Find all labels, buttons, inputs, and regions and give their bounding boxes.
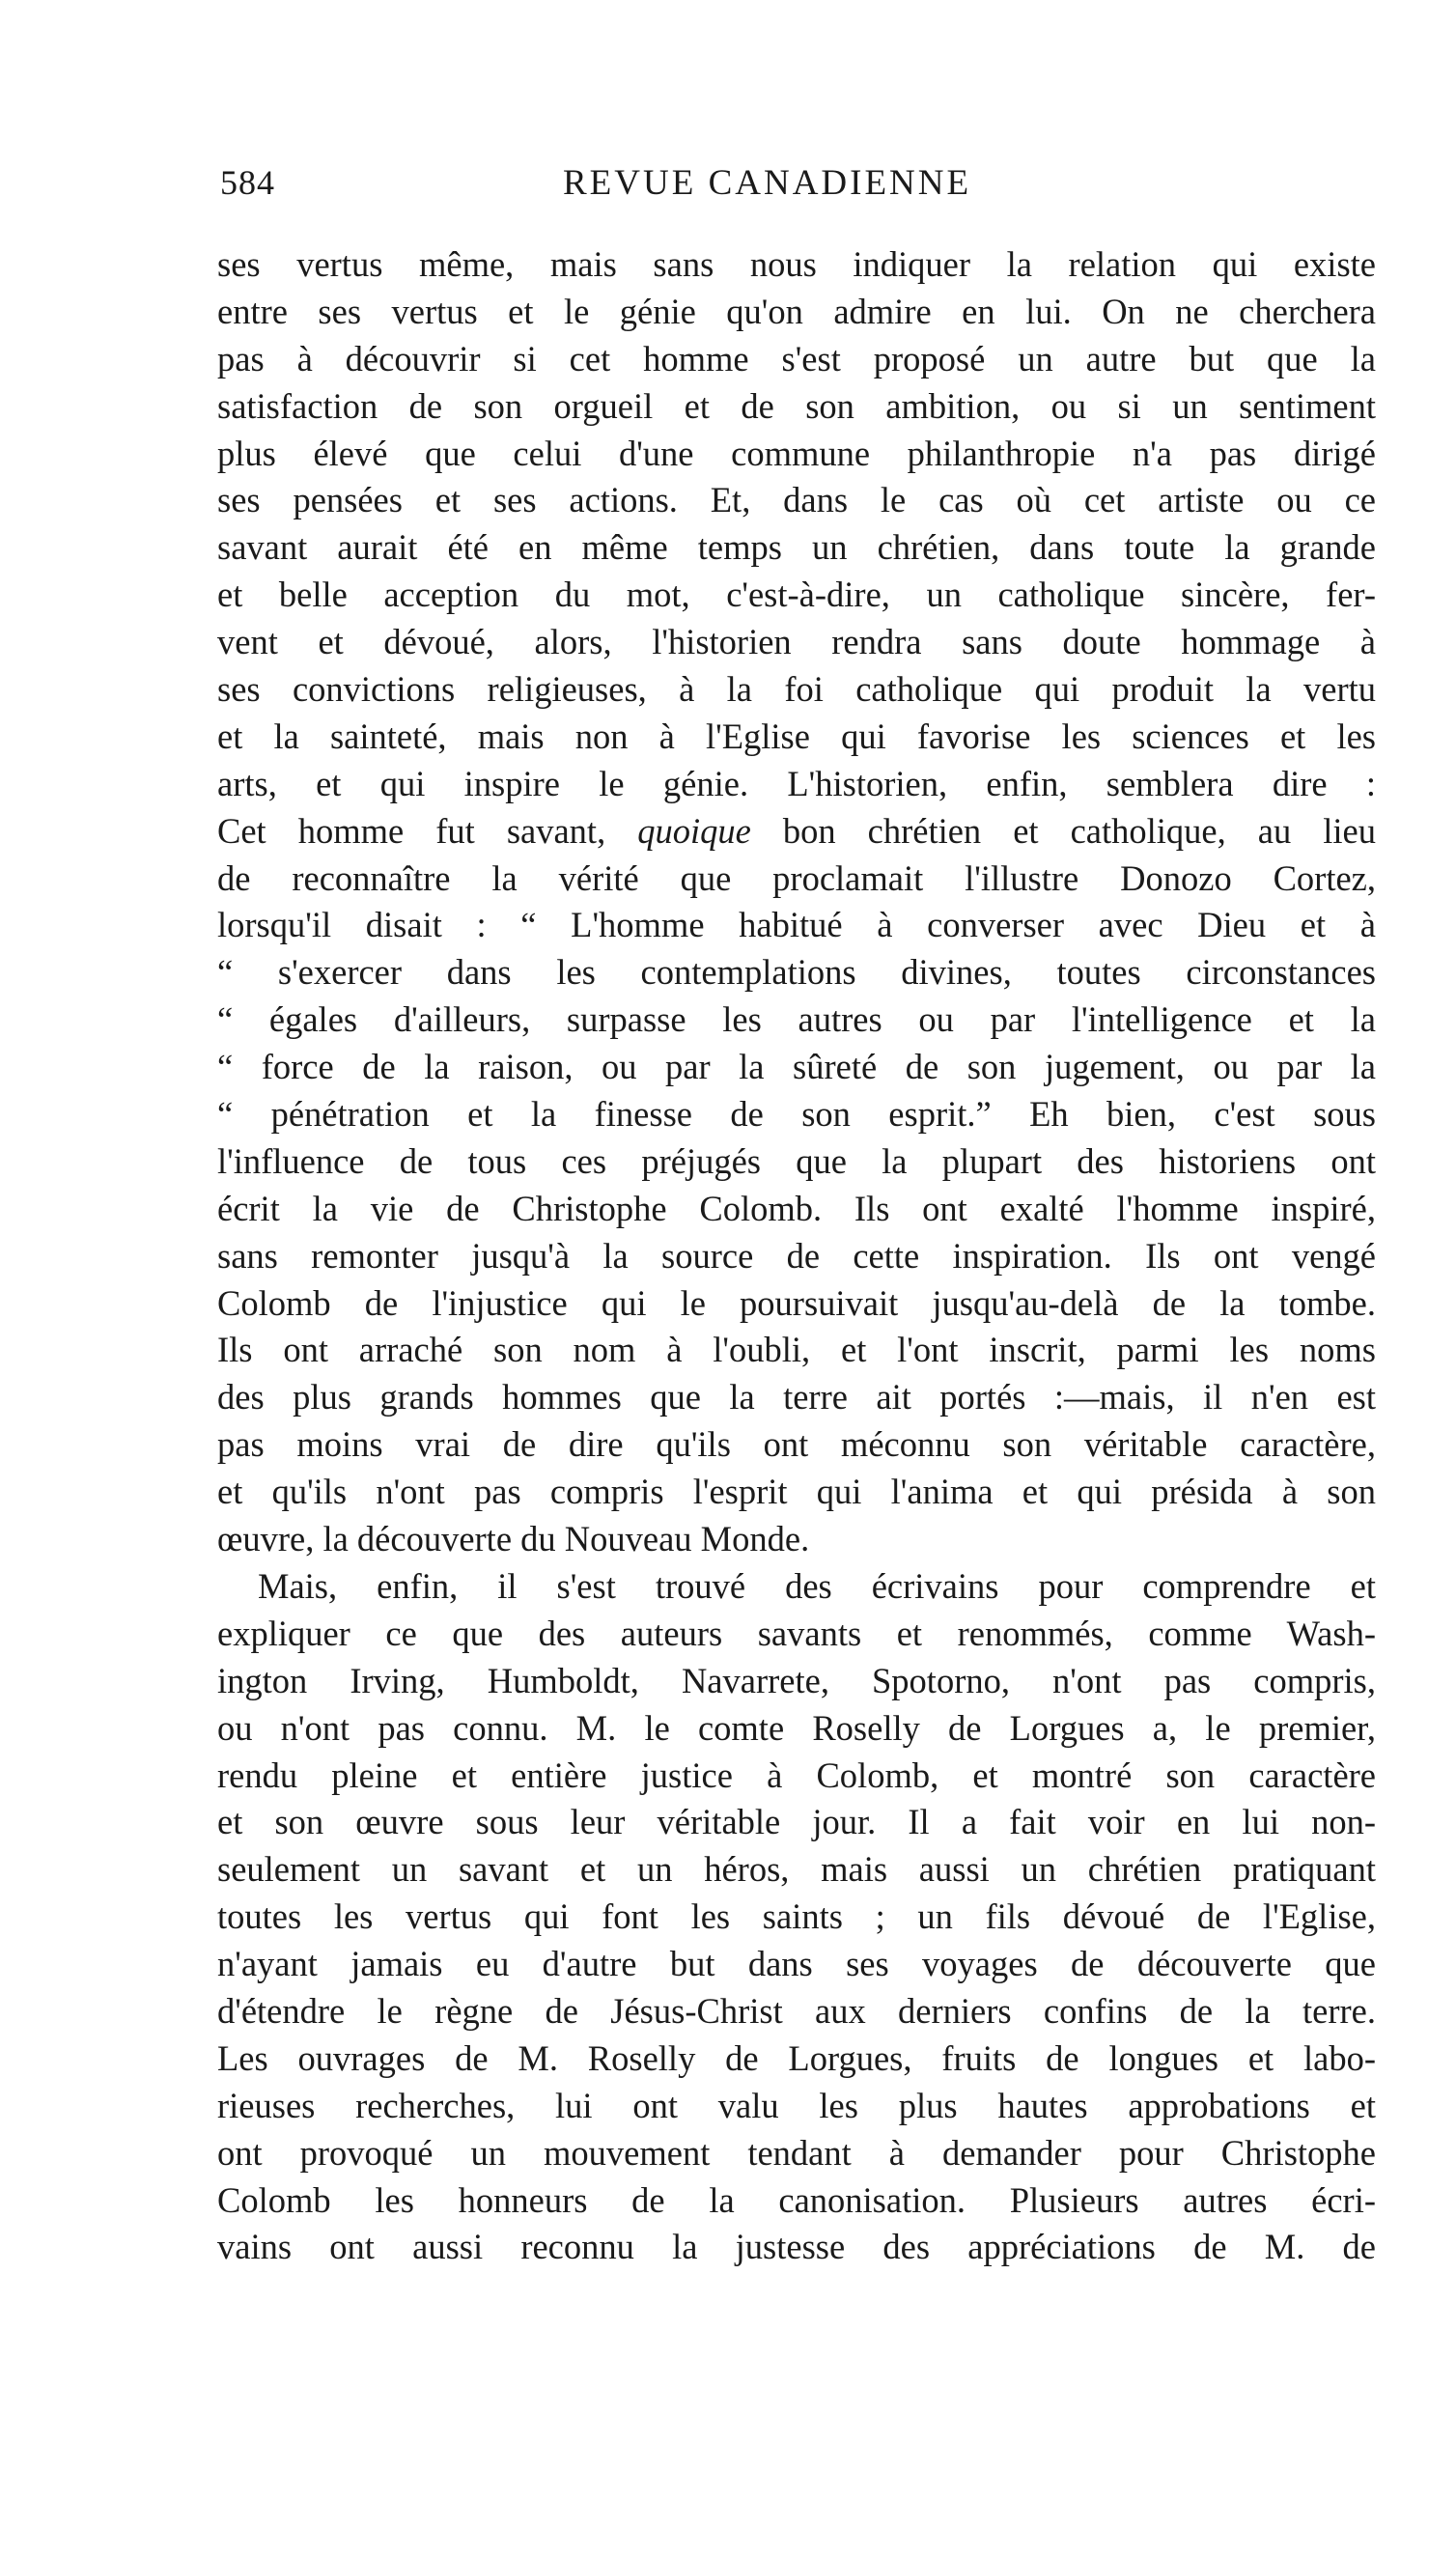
- text-line: savant aurait été en même temps un chrétien, dans toute la grande: [217, 527, 1376, 568]
- text-line: entre ses vertus et le génie qu'on admire en lui. On ne cherchera: [217, 291, 1376, 331]
- text-line: Colomb de l'injustice qui le poursuivait jusqu'au-delà de la tombe.: [217, 1282, 1376, 1323]
- text-line: “ pénétration et la finesse de son esprit.” Eh bien, c'est sous: [217, 1094, 1376, 1135]
- text-line: vent et dévoué, alors, l'historien rendra sans doute hommage à: [217, 622, 1376, 662]
- text-line: lorsqu'il disait : “ L'homme habitué à converser avec Dieu et à: [217, 905, 1376, 945]
- text-line: n'ayant jamais eu d'autre but dans ses voyages de découverte que: [217, 1944, 1376, 1984]
- text-line: ses vertus même, mais sans nous indiquer la relation qui existe: [217, 244, 1376, 284]
- text-line: ou n'ont pas connu. M. le comte Roselly de Lorgues a, le premier,: [217, 1707, 1376, 1748]
- text-line: plus élevé que celui d'une commune philanthropie n'a pas dirigé: [217, 433, 1376, 473]
- italic-word: quoique: [637, 810, 751, 851]
- text-line: rendu pleine et entière justice à Colomb, et montré son caractère: [217, 1755, 1376, 1795]
- text-line: “ force de la raison, ou par la sûreté de son jugement, ou par la: [217, 1047, 1376, 1087]
- text-line: de reconnaître la vérité que proclamait l'illustre Donozo Cortez,: [217, 857, 1376, 898]
- text-line: ington Irving, Humboldt, Navarrete, Spotorno, n'ont pas compris,: [217, 1660, 1376, 1700]
- text-line: et la sainteté, mais non à l'Eglise qui favorise les sciences et les: [217, 716, 1376, 756]
- text-line: l'influence de tous ces préjugés que la plupart des historiens ont: [217, 1140, 1376, 1181]
- text-line: pas moins vrai de dire qu'ils ont méconnu son véritable caractère,: [217, 1424, 1376, 1465]
- page-number: 584: [220, 163, 275, 202]
- text-line-with-italic: [217, 808, 1376, 856]
- paragraph-first-line: Mais, enfin, il s'est trouvé des écrivains pour comprendre et: [258, 1565, 1376, 1606]
- text-line: toutes les vertus qui font les saints ; un fils dévoué de l'Eglise,: [217, 1896, 1376, 1937]
- text-line: et belle acception du mot, c'est-à-dire, un catholique sincère, fer-: [217, 575, 1376, 615]
- text-line: Ils ont arraché son nom à l'oubli, et l'ont inscrit, parmi les noms: [217, 1330, 1376, 1370]
- text-line: seulement un savant et un héros, mais aussi un chrétien pratiquant: [217, 1849, 1376, 1890]
- text-line: expliquer ce que des auteurs savants et renommés, comme Wash-: [217, 1613, 1376, 1653]
- text-line: sans remonter jusqu'à la source de cette inspiration. Ils ont vengé: [217, 1235, 1376, 1276]
- body-text: [217, 241, 1376, 2271]
- page-header: [220, 162, 1379, 211]
- text-line: d'étendre le règne de Jésus-Christ aux derniers confins de la terre.: [217, 1990, 1376, 2031]
- text-line: Les ouvrages de M. Roselly de Lorgues, fruits de longues et labo-: [217, 2037, 1376, 2078]
- text-run: bon chrétien et catholique, au lieu: [750, 810, 1376, 851]
- text-line: des plus grands hommes que la terre ait portés :—mais, il n'en est: [217, 1377, 1376, 1418]
- text-line: Colomb les honneurs de la canonisation. Plusieurs autres écri-: [217, 2179, 1376, 2220]
- text-line: écrit la vie de Christophe Colomb. Ils ont exalté l'homme inspiré,: [217, 1188, 1376, 1228]
- text-line: arts, et qui inspire le génie. L'historien, enfin, semblera dire :: [217, 763, 1376, 803]
- text-line: ont provoqué un mouvement tendant à demander pour Christophe: [217, 2132, 1376, 2173]
- text-line: “ égales d'ailleurs, surpasse les autres ou par l'intelligence et la: [217, 999, 1376, 1040]
- text-run: Cet homme fut savant,: [217, 810, 638, 851]
- paragraph-last-line: œuvre, la découverte du Nouveau Monde.: [217, 1519, 810, 1559]
- text-line: pas à découvrir si cet homme s'est proposé un autre but que la: [217, 338, 1376, 379]
- running-title: REVUE CANADIENNE: [563, 163, 972, 203]
- text-line: rieuses recherches, lui ont valu les plus hautes approbations et: [217, 2085, 1376, 2125]
- text-line: et son œuvre sous leur véritable jour. Il a fait voir en lui non-: [217, 1802, 1376, 1842]
- text-line: satisfaction de son orgueil et de son ambition, ou si un sentiment: [217, 385, 1376, 426]
- text-line: ses convictions religieuses, à la foi catholique qui produit la vertu: [217, 669, 1376, 710]
- text-line: vains ont aussi reconnu la justesse des appréciations de M. de: [217, 2227, 1376, 2267]
- text-line: et qu'ils n'ont pas compris l'esprit qui l'anima et qui présida à son: [217, 1472, 1376, 1512]
- text-line: “ s'exercer dans les contemplations divines, toutes circonstances: [217, 952, 1376, 993]
- text-line: ses pensées et ses actions. Et, dans le cas où cet artiste ou ce: [217, 480, 1376, 520]
